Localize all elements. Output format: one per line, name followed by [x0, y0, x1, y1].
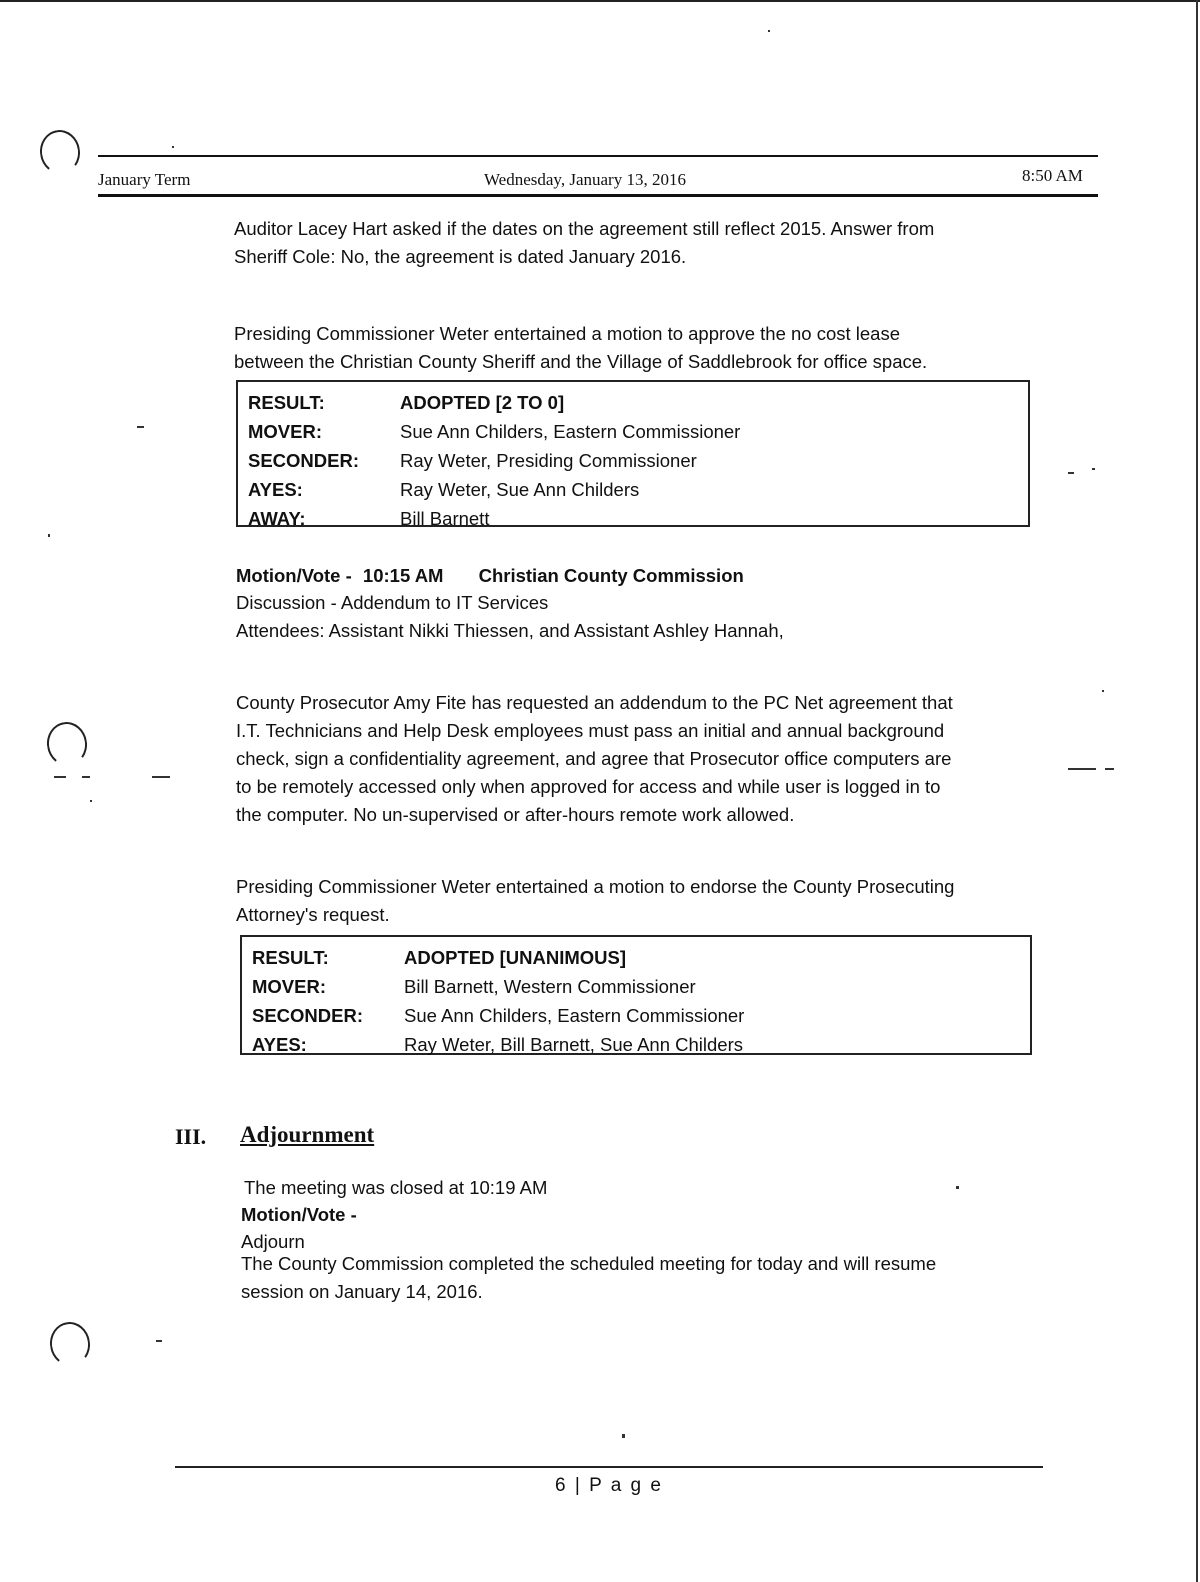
scan-speck [1092, 468, 1095, 470]
scan-speck [54, 776, 66, 778]
scan-speck [1105, 768, 1114, 770]
scan-edge-right [1196, 0, 1198, 1582]
adjournment-motion-label: Motion/Vote - [241, 1204, 357, 1225]
vote-row [248, 504, 1018, 533]
adjournment-action: Adjourn [241, 1231, 305, 1252]
scan-speck [137, 426, 144, 428]
punch-hole-icon [37, 127, 83, 176]
scan-speck [1068, 768, 1096, 770]
footer-rule [175, 1466, 1043, 1468]
scan-speck [152, 776, 170, 778]
adjournment-closed: The meeting was closed at 10:19 AM [244, 1177, 548, 1198]
vote-label: MOVER: [248, 421, 322, 442]
scan-speck [90, 800, 92, 802]
vote-value: Bill Barnett [400, 508, 490, 529]
vote-value: Ray Weter, Bill Barnett, Sue Ann Childers [404, 1034, 743, 1055]
motion-label: Motion/Vote - [236, 565, 352, 586]
paragraph-prosecutor-request: County Prosecutor Amy Fite has requested an addendum to the PC Net agreement that I.T. Technicians and Help Desk employees must pass an initial and annual background check, sign a confidentiality agreement, and agree that Prosecutor office computers are to be remotely accessed only when approved for access and while user is logged in to the computer. No un-supervised or after-hours remote work allowed. [236, 692, 953, 825]
vote-row [252, 943, 1020, 972]
motion-attendees: Attendees: Assistant Nikki Thiessen, and Assistant Ashley Hannah, [236, 620, 784, 641]
vote-label: AWAY: [248, 508, 306, 529]
vote-row [252, 1030, 1020, 1059]
paragraph-lease-motion: Presiding Commissioner Weter entertained a motion to approve the no cost lease between the Christian County Sheriff and the Village of Saddlebrook for office space. [234, 323, 928, 372]
vote-label: RESULT: [248, 392, 325, 413]
vote-row [252, 1001, 1020, 1030]
vote-value: ADOPTED [UNANIMOUS] [404, 947, 626, 968]
vote-value: ADOPTED [2 TO 0] [400, 392, 565, 413]
scan-speck [82, 776, 90, 778]
adjournment-summary: The County Commission completed the scheduled meeting for today and will resume session on January 14, 2016. [241, 1253, 937, 1302]
vote-value: Sue Ann Childers, Eastern Commissioner [400, 421, 741, 442]
vote-row [248, 446, 1018, 475]
vote-label: AYES: [252, 1034, 307, 1055]
header-rule-bottom [98, 194, 1098, 197]
header-term: January Term [98, 170, 191, 189]
motion-discussion: Discussion - Addendum to IT Services [236, 592, 549, 613]
page-number: 6 | P a g e [555, 1475, 663, 1496]
vote-value: Ray Weter, Presiding Commissioner [400, 450, 697, 471]
vote-label: SECONDER: [248, 450, 360, 471]
punch-hole-icon [44, 719, 90, 768]
vote-label: RESULT: [252, 947, 329, 968]
vote-row [252, 972, 1020, 1001]
scan-speck [156, 1340, 162, 1342]
vote-result-box [236, 380, 1030, 527]
scan-speck [48, 534, 50, 537]
header-time: 8:50 AM [1022, 166, 1083, 185]
vote-value: Bill Barnett, Western Commissioner [404, 976, 696, 997]
vote-row [248, 475, 1018, 504]
vote-row [248, 417, 1018, 446]
motion-time: 10:15 AM [362, 565, 444, 586]
header-rule-top [98, 155, 1098, 157]
scan-speck [768, 30, 770, 32]
header-date: Wednesday, January 13, 2016 [484, 170, 686, 189]
scan-speck [622, 1434, 625, 1438]
paragraph-auditor-question: Auditor Lacey Hart asked if the dates on the agreement still reflect 2015. Answer from Sheriff Cole: No, the agreement is dated January 2016. [234, 218, 935, 267]
vote-value: Sue Ann Childers, Eastern Commissioner [404, 1005, 745, 1026]
scan-speck [172, 146, 174, 148]
vote-row [248, 388, 1018, 417]
motion-heading [236, 562, 744, 590]
section-number: III. [175, 1124, 207, 1149]
vote-label: SECONDER: [252, 1005, 364, 1026]
section-title: Adjournment [240, 1122, 375, 1147]
punch-hole-icon [47, 1319, 93, 1368]
vote-result-box [240, 935, 1032, 1055]
scan-edge-top [0, 0, 1200, 2]
vote-label: AYES: [248, 479, 303, 500]
paragraph-endorse-motion: Presiding Commissioner Weter entertained a motion to endorse the County Prosecuting Attorney's request. [236, 876, 955, 925]
motion-body: Christian County Commission [478, 565, 744, 586]
vote-label: MOVER: [252, 976, 326, 997]
scan-speck [1102, 690, 1104, 692]
scan-speck [956, 1186, 959, 1189]
vote-value: Ray Weter, Sue Ann Childers [400, 479, 640, 500]
scan-speck [1068, 472, 1074, 474]
